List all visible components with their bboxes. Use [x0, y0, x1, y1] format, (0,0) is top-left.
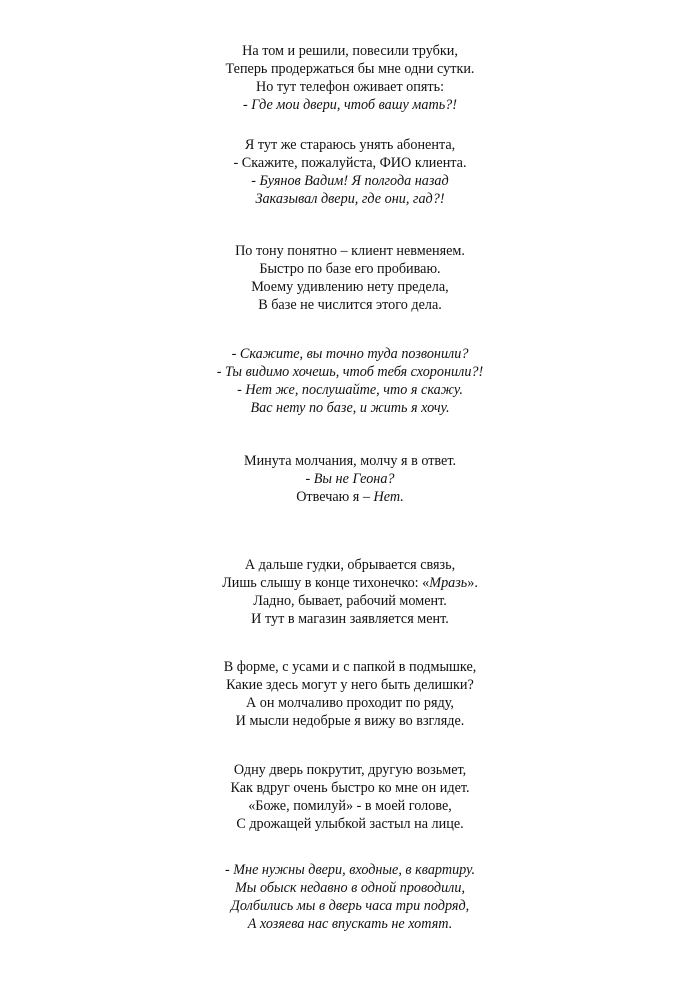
poem-line: - Скажите, пожалуйста, ФИО клиента. [233, 155, 467, 171]
poem-line: Быстро по базе его пробиваю. [259, 261, 441, 277]
poem-line-italic: Заказывал двери, где они, гад?! [255, 191, 445, 207]
poem-line-italic: Вас нету по базе, и жить я хочу. [250, 400, 450, 416]
poem-line: В форме, с усами и с папкой в подмышке, [223, 659, 477, 675]
poem-line-mixed [0, 488, 700, 506]
poem-line-italic: - Ты видимо хочешь, чтоб тебя схоронили?! [216, 364, 484, 380]
stanza-7 [0, 658, 700, 730]
stanza-8 [0, 761, 700, 833]
poem-line-italic: - Скажите, вы точно туда позвонили? [231, 346, 469, 362]
poem-line-italic: - Вы не Геона? [305, 471, 395, 487]
poem-line-italic: - Мне нужны двери, входные, в квартиру. [224, 862, 476, 878]
poem-line-part-italic: Нет. [373, 489, 404, 505]
poem-line-italic: А хозяева нас впускать не хотят. [247, 916, 453, 932]
stanza-2 [0, 136, 700, 208]
poem-line: На том и решили, повесили трубки, [242, 43, 458, 59]
stanza-3 [0, 242, 700, 314]
poem-line-italic: - Нет же, послушайте, что я скажу. [237, 382, 463, 398]
poem-line-italic: - Где мои двери, чтоб вашу мать?! [243, 97, 457, 113]
poem-line-italic: Мы обыск недавно в одной проводили, [234, 880, 465, 896]
poem-line: «Боже, помилуй» - в моей голове, [248, 798, 452, 814]
stanza-4 [0, 345, 700, 417]
poem-line: И мысли недобрые я вижу во взгляде. [235, 713, 465, 729]
poem-line: В базе не числится этого дела. [258, 297, 442, 313]
poem-line-part: ». [467, 575, 478, 591]
poem-line: По тону понятно – клиент невменяем. [235, 243, 465, 259]
poem-line: Какие здесь могут у него быть делишки? [226, 677, 474, 693]
poem-line-part: Отвечаю я – [296, 489, 374, 505]
poem-line: Ладно, бывает, рабочий момент. [253, 593, 447, 609]
poem-line: С дрожащей улыбкой застыл на лице. [236, 816, 464, 832]
poem-line: А он молчаливо проходит по ряду, [246, 695, 454, 711]
poem-line: Минута молчания, молчу я в ответ. [243, 453, 457, 469]
stanza-5 [0, 452, 700, 506]
poem-line: Моему удивлению нету предела, [251, 279, 449, 295]
poem-line: Я тут же стараюсь унять абонента, [244, 137, 456, 153]
poem-line: А дальше гудки, обрывается связь, [244, 557, 456, 573]
poem-line: Как вдруг очень быстро ко мне он идет. [230, 780, 470, 796]
poem-line-italic: Долбились мы в дверь часа три подряд, [230, 898, 470, 914]
poem-line-mixed [0, 574, 700, 592]
poem-line: Одну дверь покрутит, другую возьмет, [233, 762, 467, 778]
poem-line-part: Лишь слышу в конце тихонечко: « [222, 575, 430, 591]
poem-line: И тут в магазин заявляется мент. [251, 611, 449, 627]
poem-line: Но тут телефон оживает опять: [255, 79, 445, 95]
poem-line-part-italic: Мразь [429, 575, 468, 591]
stanza-9 [0, 861, 700, 933]
poem-line: Теперь продержаться бы мне одни сутки. [225, 61, 475, 77]
stanza-6 [0, 556, 700, 628]
poem-line-italic: - Буянов Вадим! Я полгода назад [251, 173, 449, 189]
stanza-1 [0, 42, 700, 114]
